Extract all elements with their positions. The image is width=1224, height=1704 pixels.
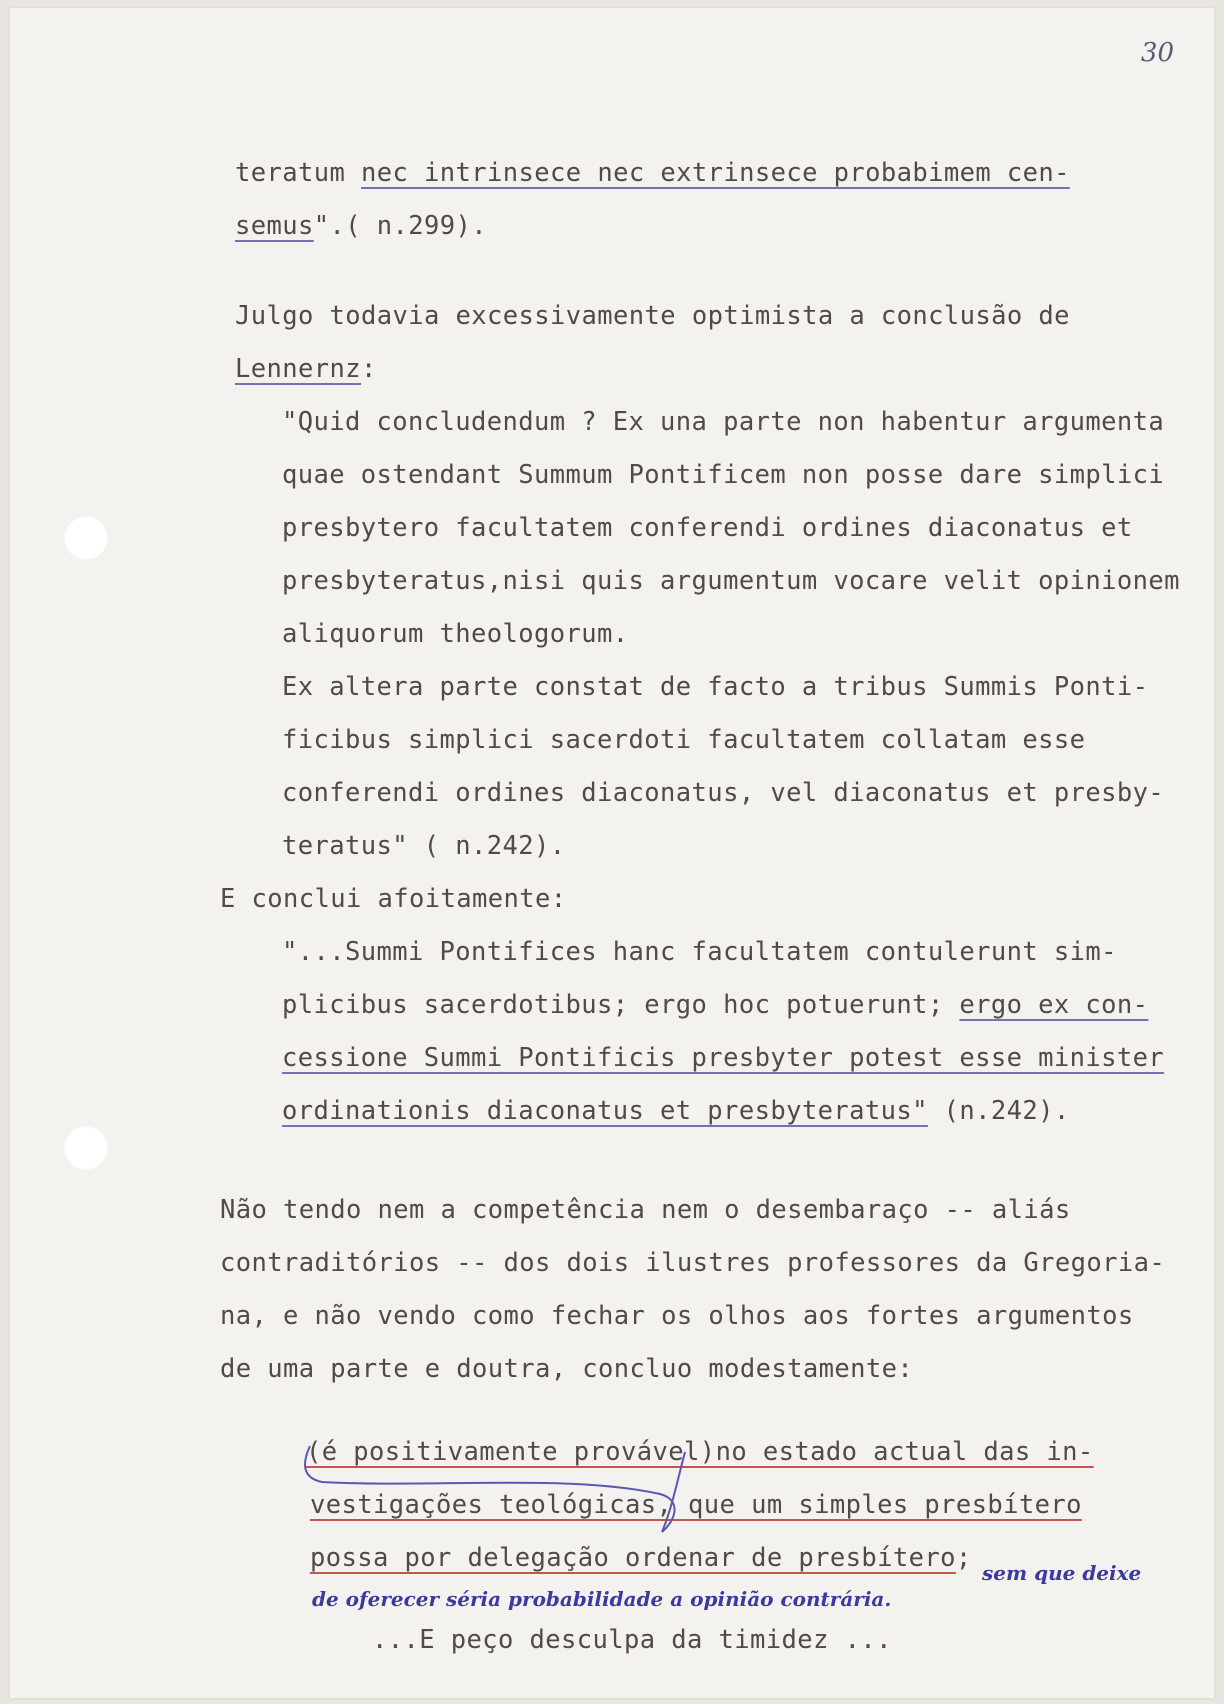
- underlined-text: ordinationis diaconatus et presbyteratus": [282, 1096, 928, 1126]
- conclusion-line-3: [310, 1543, 972, 1573]
- text-span: :: [361, 354, 377, 384]
- underlined-text: vestigações teológicas, que um simples presbítero: [310, 1490, 1082, 1520]
- para3-line: Não tendo nem a competência nem o desembaraço -- aliás: [220, 1195, 1071, 1225]
- closing-line: ...E peço desculpa da timidez ...: [372, 1625, 892, 1655]
- punch-hole: [64, 1126, 108, 1170]
- para2-line: E conclui afoitamente:: [220, 884, 567, 914]
- punch-hole: [64, 516, 108, 560]
- underlined-text: (é positivamente provável): [306, 1437, 716, 1467]
- para3-line: na, e não vendo como fechar os olhos aos fortes argumentos: [220, 1301, 1134, 1331]
- underlined-text: semus: [235, 211, 314, 241]
- para3-line: de uma parte e doutra, concluo modestamente:: [220, 1354, 914, 1384]
- quote3-line-2: [282, 990, 1148, 1020]
- underlined-text: nec intrinsece nec extrinsece probabimem cen-: [361, 158, 1070, 188]
- text-span: (n.242).: [927, 1096, 1070, 1126]
- quote2-line: aliquorum theologorum.: [282, 619, 629, 649]
- quote1-line-2: [235, 211, 487, 241]
- text-span: plicibus sacerdotibus; ergo hoc potuerunt;: [282, 990, 960, 1020]
- underlined-text: possa por delegação ordenar de presbítero: [310, 1543, 956, 1573]
- underlined-text: no estado actual das in-: [715, 1437, 1094, 1467]
- quote2-line: conferendi ordines diaconatus, vel diaconatus et presby-: [282, 778, 1165, 808]
- quote2-line: presbytero facultatem conferendi ordines diaconatus et: [282, 513, 1133, 543]
- handwritten-note-1: sem que deixe: [982, 1561, 1142, 1585]
- page-number: 30: [1140, 38, 1174, 68]
- para3-line: contraditórios -- dos dois ilustres professores da Gregoria-: [220, 1248, 1166, 1278]
- text-span: ".( n.299).: [313, 211, 488, 241]
- conclusion-line-2: [310, 1490, 1082, 1520]
- underlined-text: cessione Summi Pontificis presbyter potest esse minister: [282, 1043, 1165, 1073]
- para1-line-2: [235, 354, 377, 384]
- conclusion-line-1: [306, 1437, 1094, 1467]
- quote1-line-1: [235, 158, 1070, 188]
- text-span: teratum: [235, 158, 362, 188]
- quote3-line-3: [282, 1043, 1164, 1073]
- quote2-line: ficibus simplici sacerdoti facultatem collatam esse: [282, 725, 1086, 755]
- handwritten-note-2: de oferecer séria probabilidade a opinião contrária.: [312, 1587, 892, 1611]
- underlined-text: ergo ex con-: [959, 990, 1149, 1020]
- quote3-line-4: [282, 1096, 1070, 1126]
- quote2-line: "Quid concludendum ? Ex una parte non habentur argumenta: [282, 407, 1165, 437]
- para1-line-1: Julgo todavia excessivamente optimista a conclusão de: [235, 301, 1070, 331]
- underlined-text: Lennernz: [235, 354, 362, 384]
- document-page: [10, 8, 1214, 1698]
- quote2-line: quae ostendant Summum Pontificem non posse dare simplici: [282, 460, 1165, 490]
- text-span: ;: [955, 1543, 972, 1573]
- quote3-line-1: "...Summi Pontifices hanc facultatem contulerunt sim-: [282, 937, 1117, 967]
- quote2-line: Ex altera parte constat de facto a tribus Summis Ponti-: [282, 672, 1149, 702]
- quote2-line: teratus" ( n.242).: [282, 831, 566, 861]
- quote2-line: presbyteratus,nisi quis argumentum vocare velit opinionem: [282, 566, 1180, 596]
